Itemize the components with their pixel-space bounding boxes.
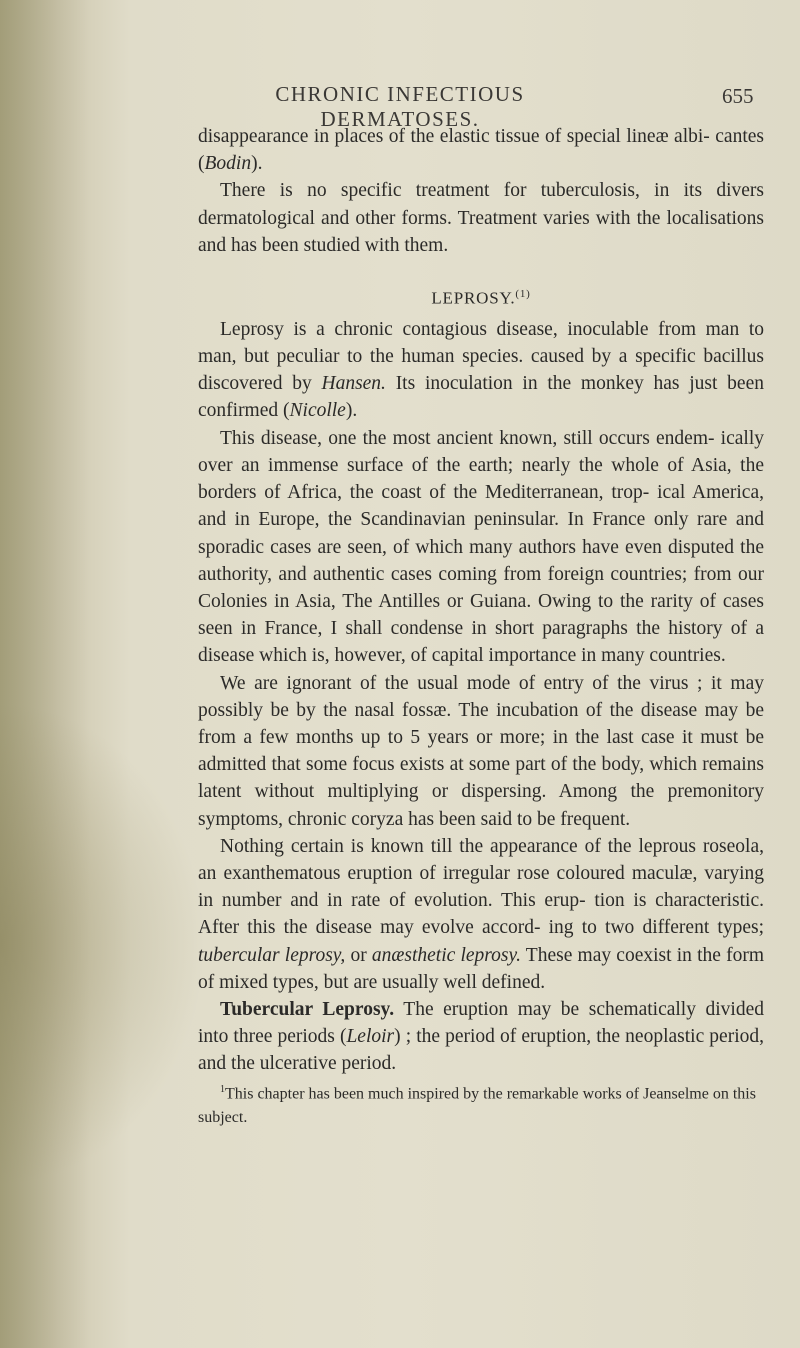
paragraph-leprosy-definition: Leprosy is a chronic contagious disease, inoculable from man to man, but peculiar to the human species. caused by a specific bacillus discovered by Hansen. Its inoculation in the monkey has just been confirmed (Nicolle). <box>198 318 764 422</box>
footnote-number: 1 <box>220 1083 225 1095</box>
citation-leloir: Leloir <box>346 1026 395 1048</box>
paragraph-treatment: There is no specific treatment for tuberculosis, in its divers dermatological and other forms. Treatment varies with the localisations and has been studied with them. <box>198 180 764 256</box>
running-title: CHRONIC INFECTIOUS DERMATOSES. <box>275 82 525 131</box>
section-heading-leprosy: LEPROSY.$^{(1)}$ <box>431 288 531 308</box>
footnote-marker: (1) <box>515 288 531 301</box>
page-gutter-shadow <box>0 0 90 1348</box>
citation-nicolle: Nicolle <box>289 400 346 422</box>
footnote-text: This chapter has been much inspired by the remarkable works of Jeanselme on this subject. <box>198 1084 756 1126</box>
subheading-tubercular-leprosy: Tubercular Leprosy. <box>220 998 395 1020</box>
page-number: 655 <box>722 84 754 108</box>
paragraph-tubercular-leprosy: Tubercular Leprosy. The eruption may be schematically divided into three periods (Leloir) ; the period of eruption, the neoplastic period, and the ulcerative period. <box>198 998 765 1075</box>
term-anaesthetic-leprosy: anæsthetic leprosy. <box>371 944 521 966</box>
citation-hansen: Hansen. <box>321 373 386 395</box>
paragraph-roseola: Nothing certain is known till the appearance of the leprous roseola, an exanthematous eruption of irregular rose coloured maculæ, varying in number and in rate of evolution. This erup- tion is characteristic. After this the disease may evolve accord- ing to two different types; tubercular leprosy, or anæsthetic leprosy. These may coexist in the form of mixed types, but are usually well defined. <box>198 835 764 993</box>
body-text <box>198 123 764 1130</box>
paragraph-distribution: This disease, one the most ancient known, still occurs endem- ically over an immense surface of the earth; nearly the whole of Asia, the borders of Africa, the coast of the Mediterranean, trop- ical America, and in Europe, the Scandinavian peninsular. In France only rare and sporadic cases are seen, of which many authors have even disputed the authority, and authentic cases coming from foreign countries; from our Colonies in Asia, The Antilles or Guiana. Owing to the rarity of cases seen in France, I shall condense in short paragraphs the history of a disease which is, however, of capital importance in many countries. <box>198 427 764 667</box>
paragraph-continuation: disappearance in places of the elastic tissue of special lineæ albi- cantes (Bodin). <box>198 126 764 175</box>
term-tubercular-leprosy: tubercular leprosy, <box>198 944 346 966</box>
paragraph-entry: We are ignorant of the usual mode of entry of the virus ; it may possibly be by the nasal fossæ. The incubation of the disease may be from a few months up to 5 years or more; in the last case it must be admitted that some focus exists at some part of the body, which remains latent without multiplying or dispersing. Among the premonitory symptoms, chronic coryza has been said to be frequent. <box>198 672 764 830</box>
citation-bodin: Bodin <box>204 153 252 175</box>
footnote <box>198 1078 764 1130</box>
